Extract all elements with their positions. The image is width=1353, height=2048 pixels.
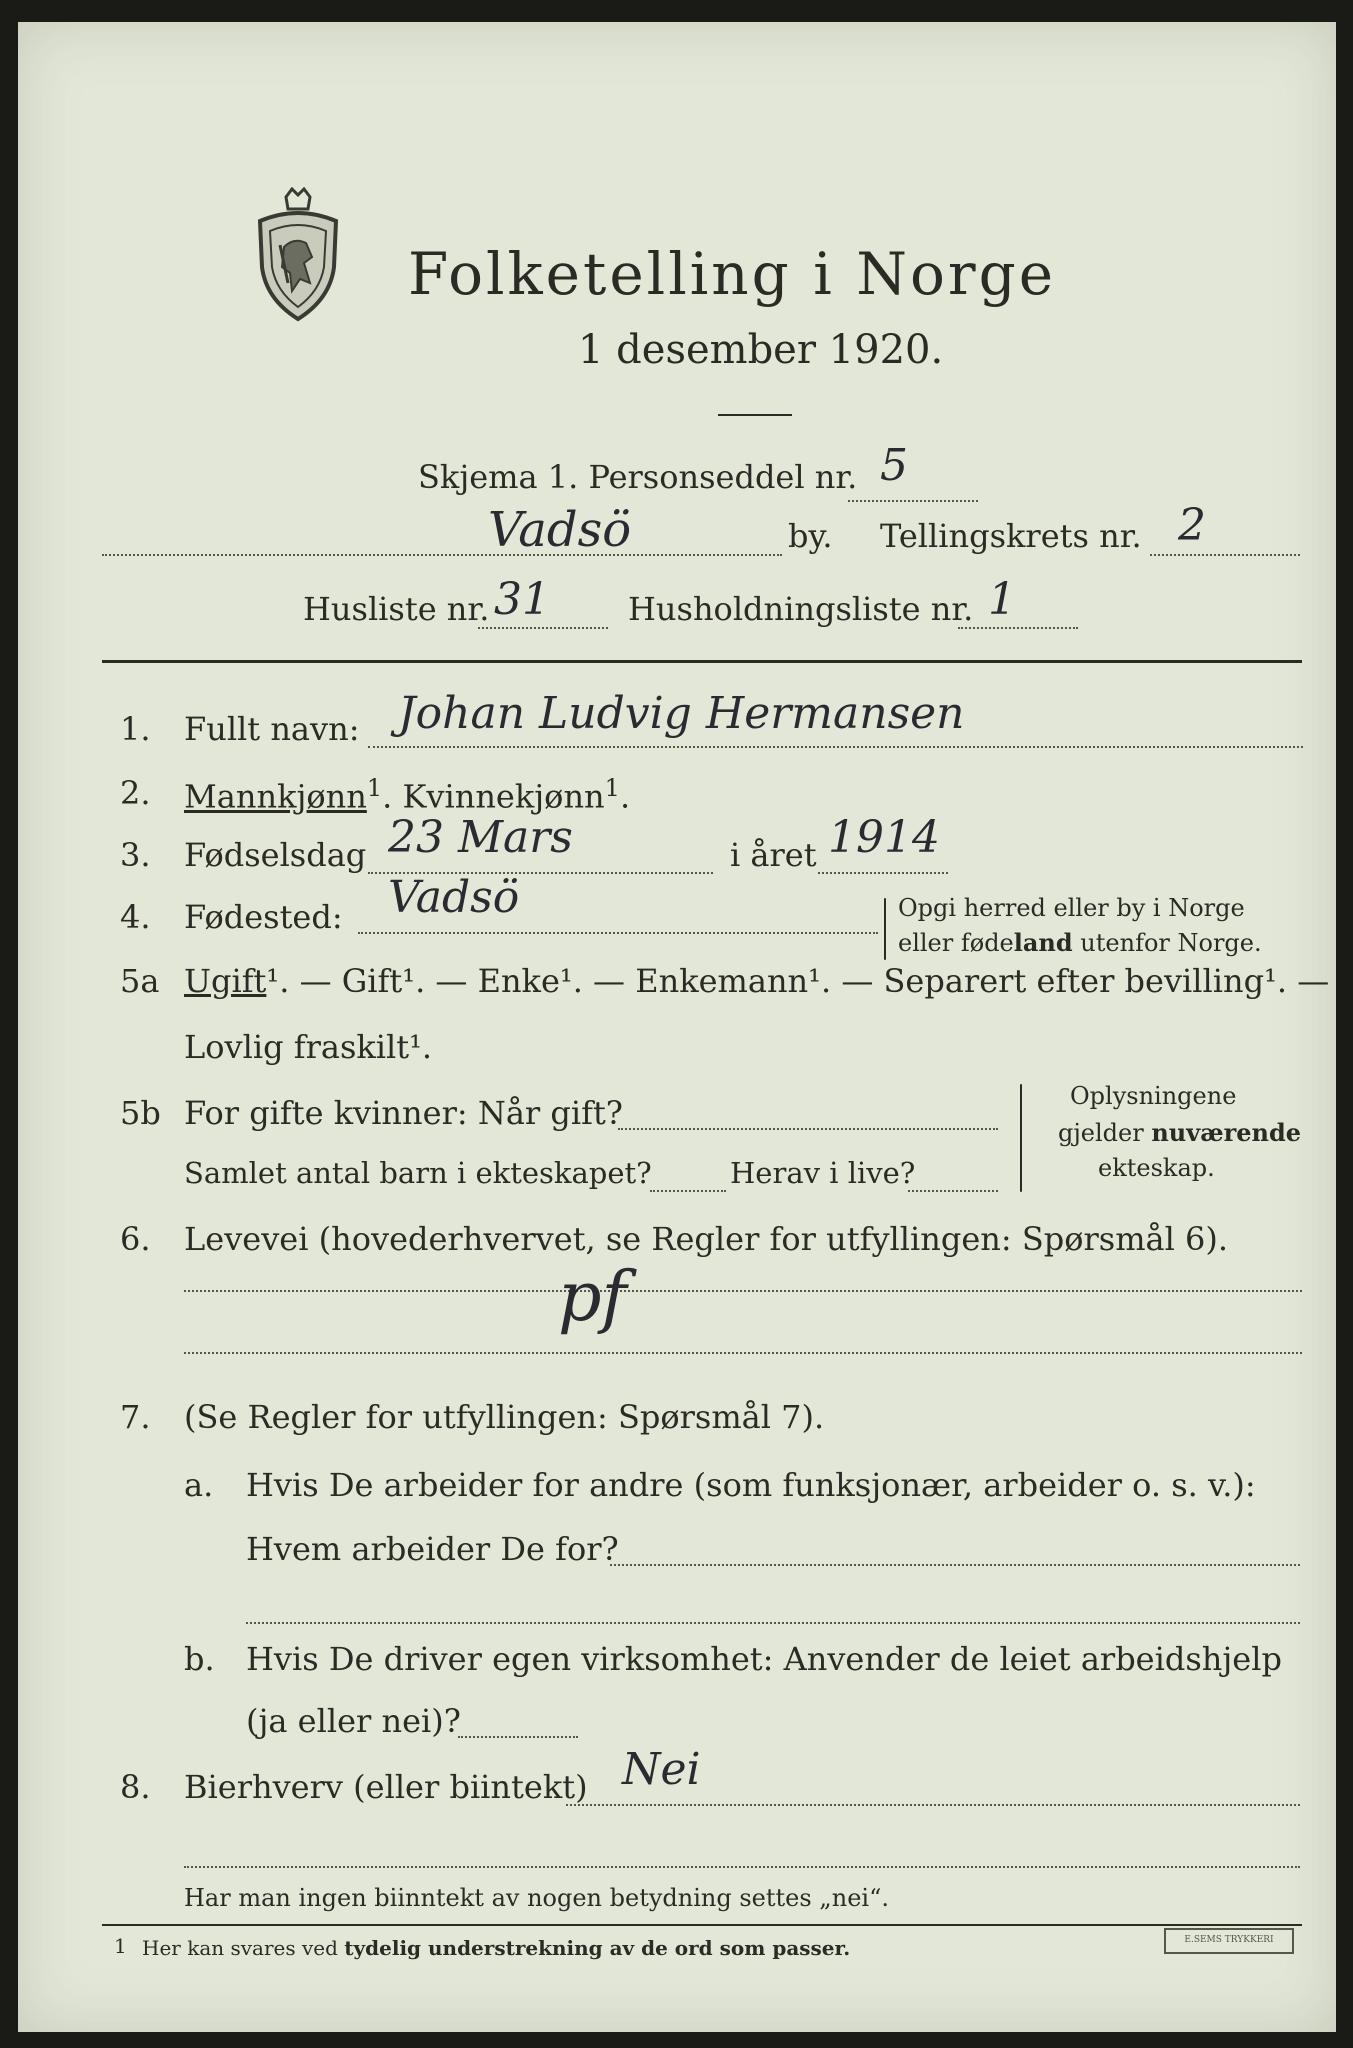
q7b-line2: (ja eller nei)?	[246, 1702, 461, 1740]
q5a-line2[interactable]: Lovlig fraskilt¹.	[184, 1028, 433, 1066]
q7-number: 7.	[120, 1398, 151, 1436]
side-income-value[interactable]: Nei	[622, 1744, 701, 1795]
q5b-note3: ekteskap.	[1098, 1154, 1215, 1182]
q8-number: 8.	[120, 1768, 151, 1806]
footnote-bold: tydelig understrekning av de ord som passer.	[344, 1936, 851, 1960]
q4-note-line2-bold: land	[1013, 928, 1073, 957]
q4-note-brace	[884, 898, 886, 960]
header-divider	[102, 660, 1302, 663]
employer-line2[interactable]	[246, 1622, 1300, 1624]
q5b-line2b: Herav i live?	[730, 1156, 916, 1190]
q5b-number: 5b	[120, 1094, 161, 1132]
tellingskrets-label: Tellingskrets nr.	[880, 517, 1142, 555]
q5a-line1	[184, 962, 1329, 1000]
q5b-note-brace	[1020, 1084, 1022, 1192]
husholdning-label: Husholdningsliste nr.	[628, 590, 974, 628]
skjema-label: Skjema 1. Personseddel nr.	[418, 458, 858, 496]
census-form-sheet	[18, 22, 1336, 2032]
personseddel-line	[848, 500, 978, 502]
q3-year-line	[818, 872, 948, 874]
married-date-line[interactable]	[618, 1128, 998, 1130]
q4-note-line2-pre: eller føde	[898, 929, 1014, 957]
husliste-value[interactable]: 31	[494, 574, 550, 625]
q5a-options[interactable]: ¹. — Gift¹. — Enke¹. — Enkemann¹. — Separert efter bevilling¹. —	[266, 962, 1330, 1000]
q2-options	[184, 774, 630, 816]
tellingskrets-value[interactable]: 2	[1178, 500, 1206, 551]
footnote-pre: Her kan svares ved	[142, 1936, 345, 1960]
hired-help-line[interactable]	[458, 1736, 578, 1738]
husholdning-line	[958, 627, 1078, 629]
q6-line1	[184, 1290, 1302, 1292]
footnote-divider	[102, 1924, 1302, 1926]
q4-number: 4.	[120, 898, 151, 936]
q1-number: 1.	[120, 710, 151, 748]
printer-stamp: E.SEMS TRYKKERI	[1164, 1928, 1294, 1954]
q1-label: Fullt navn:	[184, 710, 360, 748]
husliste-line	[478, 627, 608, 629]
form-title: Folketelling i Norge	[408, 240, 1057, 308]
q1-line	[368, 746, 1303, 748]
q7b-line1: Hvis De driver egen virksomhet: Anvender de leiet arbeidshjelp	[246, 1640, 1282, 1678]
q8-label: Bierhverv (eller biintekt)	[184, 1768, 588, 1806]
q7a-line2: Hvem arbeider De for?	[246, 1530, 619, 1568]
q7a-line1: Hvis De arbeider for andre (som funksjonær, arbeider o. s. v.):	[246, 1466, 1256, 1504]
q4-note-line2-post: utenfor Norge.	[1072, 929, 1262, 957]
q7a-letter: a.	[184, 1466, 214, 1504]
occupation-value[interactable]: pf	[558, 1258, 627, 1337]
q4-line	[358, 932, 878, 934]
tellingskrets-line	[1150, 554, 1300, 556]
q7-label: (Se Regler for utfyllingen: Spørsmål 7).	[184, 1398, 825, 1436]
by-label: by.	[788, 517, 833, 555]
full-name-value[interactable]: Johan Ludvig Hermansen	[398, 688, 965, 739]
q5b-note2-pre: gjelder	[1058, 1119, 1152, 1147]
year-label: i året	[730, 836, 817, 874]
q2-number: 2.	[120, 774, 151, 812]
footnote-mark: 1	[366, 774, 383, 802]
q8-note: Har man ingen biinntekt av nogen betydning settes „nei“.	[184, 1884, 889, 1912]
q6-line2	[184, 1352, 1302, 1354]
q3-label: Fødselsdag	[184, 836, 367, 874]
q4-note-line1: Opgi herred eller by i Norge	[898, 894, 1245, 922]
city-value[interactable]: Vadsö	[488, 502, 632, 558]
q8-line2	[184, 1866, 1300, 1868]
personseddel-value[interactable]: 5	[880, 440, 908, 491]
q5b-note2	[1058, 1118, 1301, 1147]
q2-separator: .	[382, 777, 393, 816]
q5b-note2-bold: nuværende	[1151, 1118, 1302, 1147]
q5b-line2a: Samlet antal barn i ekteskapet?	[184, 1156, 652, 1190]
q8-line1	[566, 1804, 1300, 1806]
q4-note-line2	[898, 928, 1262, 957]
q2-end: .	[619, 777, 631, 816]
footnote-text	[142, 1936, 850, 1960]
title-divider	[718, 414, 792, 416]
option-ugift[interactable]: Ugift	[184, 962, 267, 1000]
employer-line[interactable]	[610, 1564, 1300, 1566]
q7b-letter: b.	[184, 1640, 215, 1678]
q6-label: Levevei (hovederhvervet, se Regler for utfyllingen: Spørsmål 6).	[184, 1220, 1229, 1258]
footnote-mark: 1	[604, 774, 620, 802]
norwegian-coat-of-arms-icon	[250, 187, 346, 327]
birthplace-value[interactable]: Vadsö	[388, 872, 520, 923]
children-count-line[interactable]	[650, 1190, 726, 1192]
husliste-label: Husliste nr.	[303, 590, 490, 628]
option-mannkjonn[interactable]: Mannkjønn	[184, 777, 367, 816]
q5a-number: 5a	[120, 962, 160, 1000]
q6-number: 6.	[120, 1220, 151, 1258]
husholdning-value[interactable]: 1	[988, 574, 1016, 625]
q5b-note1: Oplysningene	[1070, 1082, 1237, 1110]
birth-date-value[interactable]: 23 Mars	[388, 812, 573, 863]
city-line	[102, 554, 782, 556]
footnote-mark: 1	[114, 1934, 127, 1958]
q4-label: Fødested:	[184, 898, 343, 936]
census-date: 1 desember 1920.	[578, 327, 944, 373]
option-kvinnekjonn[interactable]: Kvinnekjønn	[402, 777, 605, 816]
birth-year-value[interactable]: 1914	[828, 812, 940, 863]
q3-number: 3.	[120, 836, 151, 874]
children-alive-line[interactable]	[908, 1190, 998, 1192]
q5b-line1: For gifte kvinner: Når gift?	[184, 1094, 623, 1132]
